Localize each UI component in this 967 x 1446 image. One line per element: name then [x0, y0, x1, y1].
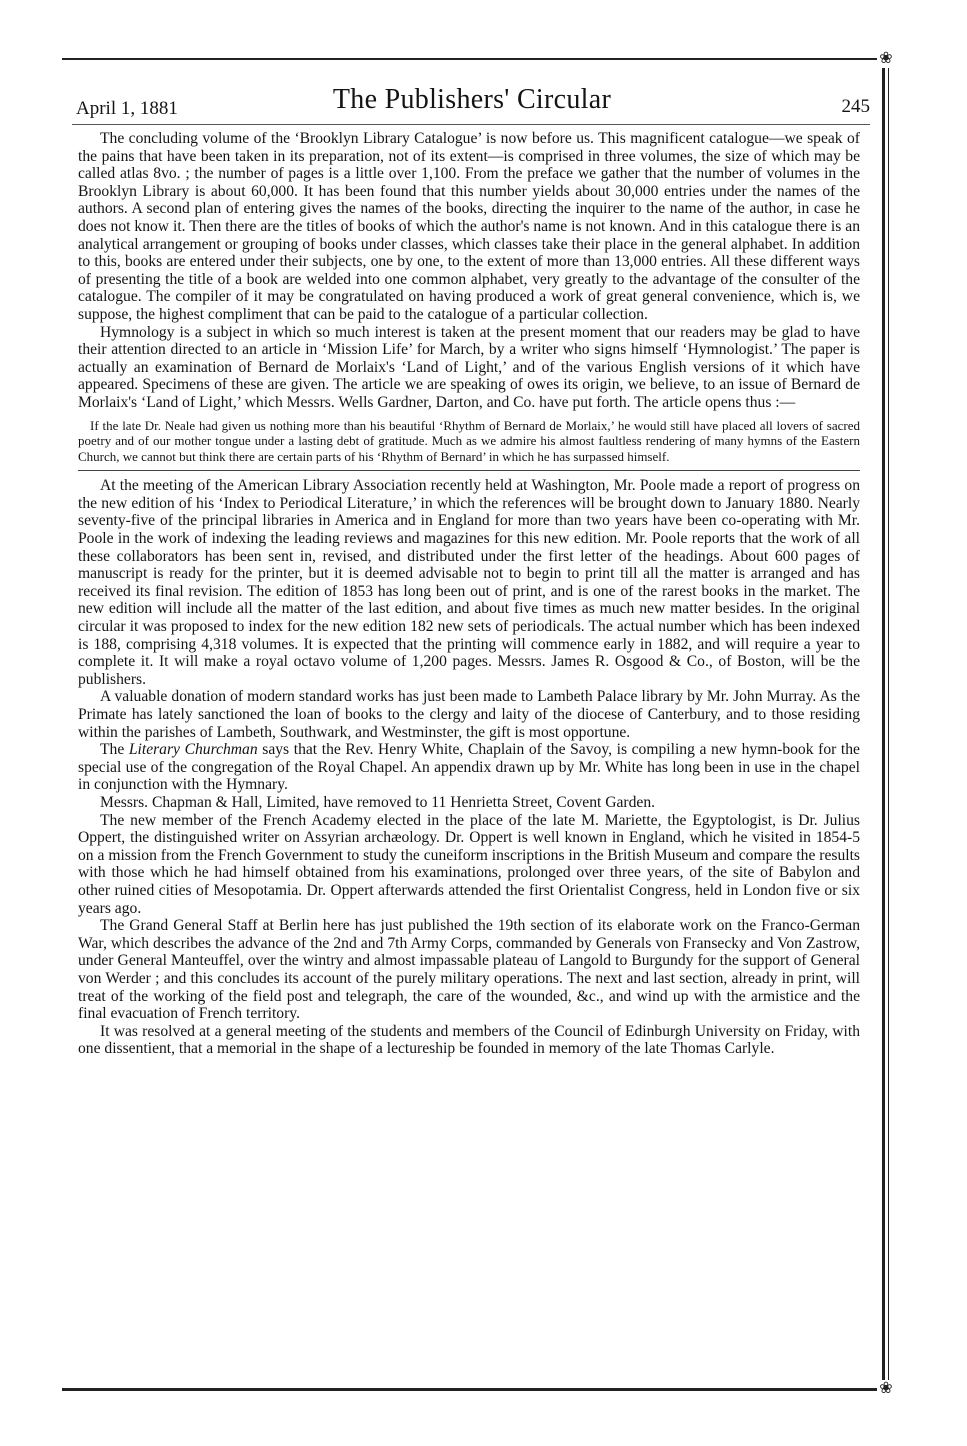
- quoted-passage: If the late Dr. Neale had given us nothing more than his beautiful ‘Rhythm of Bernard de Morlaix,’ he would still have placed all lovers of sacred poetry and of our mother tongue under a lasting debt of gratitude. Much as we admire his almost faultless rendering of many hymns of the Eastern Church, we cannot but think there are certain parts of his ‘Rhythm of Bernard’ in which he has surpassed himself.: [78, 417, 860, 464]
- header-date: April 1, 1881: [76, 98, 178, 119]
- article-hymnology: Hymnology is a subject in which so much interest is taken at the present moment that our readers may be glad to have their attention directed to an article in ‘Mission Life’ for March, by a writer who signs himself ‘Hymnologist.’ The paper is actually an examination of Bernard de Morlaix's ‘Land of Light,’ and of the various English versions of it which have appeared. Specimens of these are given. The article we are speaking of owes its origin, we believe, to an issue of Bernard de Morlaix's ‘Land of Light,’ which Messrs. Wells Gardner, Darton, and Co. have put forth. The article opens thus :—: [78, 323, 860, 411]
- article-brooklyn-catalogue: The concluding volume of the ‘Brooklyn Library Catalogue’ is now before us. This magnificent catalogue—we speak of the pains that have been taken in its preparation, not of its extent—is comprised in three volumes, the size of which may be called atlas 8vo. ; the number of pages is a little over 1,100. From the preface we gather that the number of volumes in the Brooklyn Library is about 60,000. It has been found that this number yields about 30,000 entries under the names of the authors. A second plan of entering gives the names of the books, directing the inquirer to the name of the author, in case he does not know it. Then there are the titles of books of which the author's name is not known. And in this catalogue there is an analytical arrangement or grouping of books under classes, which classes take their place in the general alphabet. In addition to this, books are entered under their subjects, one by one, to the extent of more than 13,000 entries. All these different ways of presenting the title of a book are welded into one common alphabet, very greatly to the advantage of the consulter of the catalogue. The compiler of it may be congratulated on having produced a work of great general convenience, which is, we suppose, the highest compliment that can be paid to the catalogue of a particular collection.: [78, 130, 860, 323]
- article-chapman-hall: Messrs. Chapman & Hall, Limited, have removed to 11 Henrietta Street, Covent Garden.: [100, 793, 656, 811]
- article-carlyle-memorial: It was resolved at a general meeting of the students and members of the Council of Edinburgh University on Friday, with one dissentient, that a memorial in the shape of a lectureship be founded in memory of the late Thomas Carlyle.: [78, 1022, 860, 1058]
- right-border-thick: [882, 58, 885, 1388]
- article-poole-index: At the meeting of the American Library Association recently held at Washington, Mr. Poole made a report of progress on the new edition of his ‘Index to Periodical Literature,’ in which the references will be brought down to January 1880. Nearly seventy-five of the principal libraries in America and in England for more than two years have been co-operating with Mr. Poole in the work of indexing the leading reviews and magazines for this new edition. Mr. Poole reports that the work of all these collaborators has been sent in, revised, and distributed under the first letter of the headings. About 600 pages of manuscript is ready for the printer, but it is deemed advisable not to begin to print till all the matter is arranged and has received its final revision. The edition of 1853 has long been out of print, and is one of the rarest books in the market. The new edition will include all the matter of the last edition, and about five times as much new matter besides. In the original circular it was proposed to index for the new edition 182 new sets of periodicals. The actual number which has been indexed is 188, comprising 4,318 volumes. It is expected that the printing will commence early in 1882, and will require a year to complete it. It will make a royal octavo volume of 1,200 pages. Messrs. James R. Osgood & Co., of Boston, will be the publishers.: [78, 477, 860, 688]
- ornament-icon: ❀: [877, 50, 895, 68]
- top-rule: [62, 58, 882, 60]
- header-rule: [72, 124, 870, 125]
- page-header: [72, 84, 872, 124]
- bottom-rule: [62, 1388, 884, 1391]
- page-number: 245: [841, 96, 870, 117]
- article-lambeth-donation: A valuable donation of modern standard works has just been made to Lambeth Palace library by Mr. John Murray. As the Primate has lately sanctioned the loan of books to the clergy and laity of the diocese of Canterbury, and to those residing within the parishes of Lambeth, Southwark, and Westminster, the gift is most opportune.: [78, 688, 860, 741]
- article-berlin-staff: The Grand General Staff at Berlin here has just published the 19th section of its elaborate work on the Franco-German War, which describes the advance of the 2nd and 7th Army Corps, commanded by Generals von Fransecky and Von Zastrow, under General Manteuffel, over the wintry and almost impassable plateau of Langold to Burgundy for the support of General von Werder ; and this concludes its account of the purely military operations. The next and last section, already in print, will treat of the working of the field post and telegraph, the care of the wounded, &c., and wind up with the armistice and the final evacuation of French territory.: [78, 917, 860, 1023]
- article-column: [78, 130, 860, 1058]
- page-title: The Publishers' Circular: [332, 84, 612, 115]
- right-border-thin: [888, 58, 889, 1388]
- publication-name: Literary Churchman: [128, 741, 258, 759]
- text-run: The: [100, 741, 129, 759]
- section-divider: [78, 470, 860, 471]
- ornament-icon: ❀: [877, 1380, 895, 1398]
- article-french-academy: The new member of the French Academy elected in the place of the late M. Mariette, the Egyptologist, is Dr. Julius Oppert, the distinguished writer on Assyrian archæology. Dr. Oppert is well known in England, which he visited in 1854-5 on a mission from the French Government to study the cuneiform inscriptions in the British Museum and compare the results with those which he had himself obtained from his examinations, prolonged over three years, of the site of Babylon and other ruined cities of Mesopotamia. Dr. Oppert afterwards attended the first Orientalist Congress, held in London five or six years ago.: [78, 811, 860, 917]
- article-hymn-book: [78, 741, 860, 794]
- text-run: says that the Rev. Henry White, Chaplain of the Savoy, is compiling a new hymn-book for the special use of the congregation of the Royal Chapel. An appendix drawn up by Mr. White has long been in use in the chapel in conjunction with the Hymnary.: [78, 741, 860, 794]
